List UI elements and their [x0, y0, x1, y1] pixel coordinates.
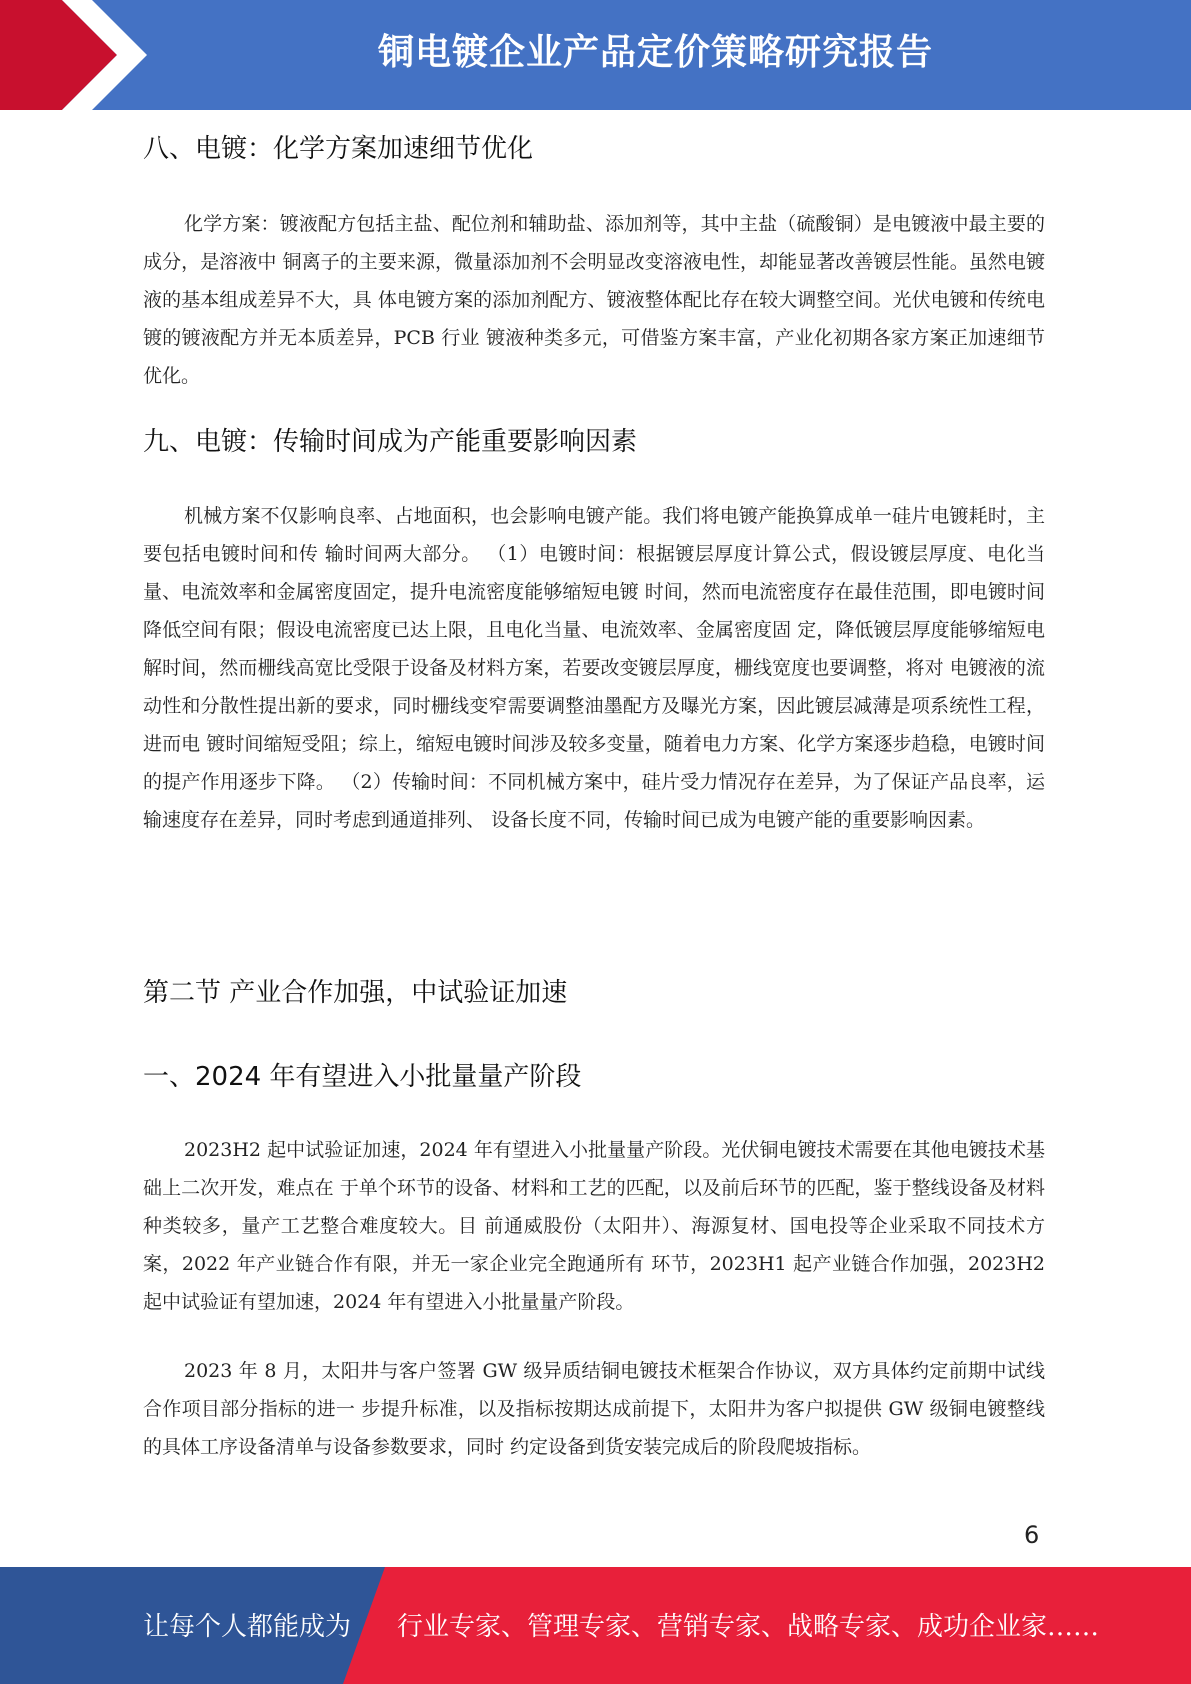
- header-banner: [0, 0, 1191, 110]
- section-9-paragraph: 机械方案不仅影响良率、占地面积，也会影响电镀产能。我们将电镀产能换算成单一硅片电镀耗时，主要包括电镀时间和传 输时间两大部分。 （1）电镀时间：根据镀层厚度计算公式，假设镀层厚度、电化当量、电流效率和金属密度固定，提升电流密度能够缩短电镀 时间，然而电流密度存在最佳范围，即电镀时间降低空间有限；假设电流密度已达上限，且电化当量、电流效率、金属密度固 定，降低镀层厚度能够缩短电解时间，然而栅线高宽比受限于设备及材料方案，若要改变镀层厚度，栅线宽度也要调整，将对 电镀液的流动性和分散性提出新的要求，同时栅线变窄需要调整油墨配方及曝光方案，因此镀层减薄是项系统性工程，进而电 镀时间缩短受阻；综上，缩短电镀时间涉及较多变量，随着电力方案、化学方案逐步趋稳，电镀时间的提产作用逐步下降。 （2）传输时间：不同机械方案中，硅片受力情况存在差异，为了保证产品良率，运输速度存在差异，同时考虑到通道排列、 设备长度不同，传输时间已成为电镀产能的重要影响因素。: [143, 505, 1045, 831]
- chapter-section-heading: 第二节 产业合作加强，中试验证加速: [143, 978, 568, 1008]
- subsection-1-paragraph-1: 2023H2 起中试验证加速，2024 年有望进入小批量量产阶段。光伏铜电镀技术需要在其他电镀技术基础上二次开发，难点在 于单个环节的设备、材料和工艺的匹配，以及前后环节的匹配，鉴于整线设备及材料种类较多，量产工艺整合难度较大。目 前通威股份（太阳井）、海源复材、国电投等企业采取不同技术方案，2022 年产业链合作有限，并无一家企业完全跑通所有 环节，2023H1 起产业链合作加强，2023H2 起中试验证有望加速，2024 年有望进入小批量量产阶段。: [143, 1139, 1045, 1313]
- footer-slogan-left: 让每个人都能成为: [143, 1612, 352, 1642]
- footer-banner: [0, 1567, 1191, 1684]
- section-8-paragraph: 化学方案：镀液配方包括主盐、配位剂和辅助盐、添加剂等，其中主盐（硫酸铜）是电镀液中最主要的成分，是溶液中 铜离子的主要来源，微量添加剂不会明显改变溶液电性，却能显著改善镀层性能。虽然电镀液的基本组成差异不大，具 体电镀方案的添加剂配方、镀液整体配比存在较大调整空间。光伏电镀和传统电镀的镀液配方并无本质差异，PCB 行业 镀液种类多元，可借鉴方案丰富，产业化初期各家方案正加速细节优化。: [143, 213, 1045, 387]
- section-heading-8: 八、电镀：化学方案加速细节优化: [143, 134, 534, 164]
- report-title: 铜电镀企业产品定价策略研究报告: [377, 32, 933, 73]
- subsection-1-paragraph-2: 2023 年 8 月，太阳井与客户签署 GW 级异质结铜电镀技术框架合作协议，双方具体约定前期中试线合作项目部分指标的进一 步提升标准，以及指标按期达成前提下，太阳井为客户拟提供 GW 级铜电镀整线的具体工序设备清单与设备参数要求，同时 约定设备到货安装完成后的阶段爬坡指标。: [143, 1360, 1045, 1458]
- section-heading-9: 九、电镀：传输时间成为产能重要影响因素: [143, 427, 638, 457]
- page-number: 6: [1024, 1521, 1040, 1549]
- footer-slogan-right: 行业专家、管理专家、营销专家、战略专家、成功企业家……: [397, 1612, 1100, 1642]
- header-chevron-decoration: [0, 0, 160, 110]
- subsection-heading-1: 一、2024 年有望进入小批量量产阶段: [143, 1062, 582, 1092]
